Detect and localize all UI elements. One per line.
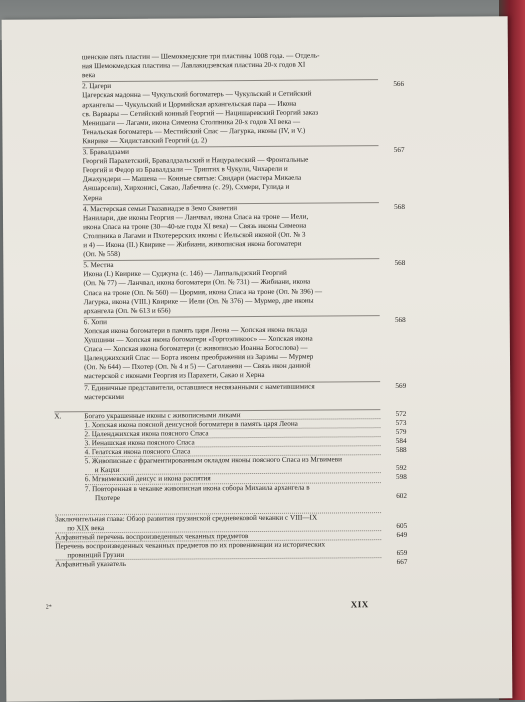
toc-text-line: Нанилари, две иконы Георгия — Ланчвал, икона Спаса на троне — Иели,: [82, 212, 309, 222]
toc-text-line: Хушшини — Хопская икона богоматери «Горгоэпикоос» — Хопская икона: [83, 334, 313, 345]
toc-entry-line: 1. Хопская икона поясной деисусной богоматери в память царя Леона: [84, 419, 298, 430]
toc-text-line: ная Шемокмедская пластина — Лавлакидзевская пластина 20-х годов XI: [81, 60, 306, 71]
toc-text-line: Лагурка, икона (VIII.) Квирике — Иели (Оп. № 376) — Мурмер, две иконы: [83, 296, 314, 306]
chapter-title: Богато украшенные иконы с живописными ликами: [84, 410, 241, 420]
book-page: [2, 16, 513, 702]
toc-text-line: Спаса на троне (Оп. № 560) — Цюрмия, икона Спаса на троне (Оп. № 396) —: [83, 287, 323, 297]
toc-entry-line: 4. Гелатская икона поясного Спаса: [84, 447, 191, 457]
toc-entry-line: Перечень воспроизведенных чеканных предметов по их провениенции из исторических: [55, 540, 326, 551]
toc-section-heading: 2. Цагери: [82, 82, 112, 91]
toc-text-line: Столпника в Лагами и Пхотерерских иконы с Иельской иконой (Оп. № 3: [83, 230, 306, 241]
toc-page-number: 649: [396, 530, 408, 539]
toc-text-line: архангелы — Чукульский и Цормийская архангельская пара — Икона: [82, 99, 297, 109]
toc-page-number: 605: [396, 521, 408, 530]
toc-entry-line: провинций Грузии: [67, 551, 125, 560]
toc-entry-line: 2. Цаленджихская икона поясного Спаса: [84, 429, 209, 439]
toc-text-line: Квирике — Хидиставский Георгий (д. 2): [82, 136, 207, 146]
toc-page-number: 573: [395, 418, 407, 427]
toc-text-line: Хопская икона богоматери в память царя Леона — Хопская икона вкладa: [83, 325, 308, 336]
toc-entry-line: 7. Повторенная в чеканке живописная икона собора Михаила архангела в: [84, 483, 310, 493]
toc-text-line: (Оп. № 77) — Ланчвал, икона богоматери (Оп. № 731) — Жибиани, икона: [83, 278, 311, 288]
toc-text-line: века: [81, 71, 96, 80]
toc-section-heading: 6. Хопи: [83, 317, 107, 327]
toc-text-line: Спаса — Хопская икона богоматери (с живописью Иоанна Богослова) —: [83, 343, 308, 354]
toc-entry-line: и Кацхи: [94, 466, 120, 475]
toc-page-number: 584: [395, 436, 407, 446]
toc-page-number: 602: [396, 491, 407, 500]
toc-page-number: 659: [396, 549, 408, 558]
toc-entry-line: Алфавитный перечень воспроизведенных чеканных предметов: [55, 531, 249, 542]
toc-text-line: Цагерская мадонна — Чукульский богоматерь — Чукульский и Сетийский: [82, 90, 312, 100]
toc-text-line: св. Варвары — Сетийский конный Георгий — Нацишаревский Георгий заказ: [82, 108, 319, 118]
toc-text-line: мастерской с иконами Георгия из Парахети, Сакао и Херна: [84, 371, 265, 381]
toc-page-number: 568: [394, 202, 405, 211]
toc-text-line: (Оп. № 558): [83, 250, 121, 259]
toc-section-heading: 4. Мастерская семьи Гвазавиадзе в Земо Сванетии: [82, 203, 238, 213]
chapter-label: X.: [54, 412, 62, 421]
toc-page-number: 579: [395, 427, 407, 436]
toc-entry-line: Пхотере: [94, 493, 121, 502]
toc-section-heading: 7. Единичные представители, оставшиеся несвязанными с наметившимися: [84, 382, 315, 392]
toc-page-number: 592: [395, 464, 407, 473]
signature-mark: 2*: [45, 604, 52, 611]
toc-text-line: икона Спаса на троне (30—40-ые годы XI века) — Связь иконы Симеона: [83, 221, 307, 232]
toc-page-number: 572: [395, 409, 407, 418]
toc-section-heading: 3. Бравалдзами: [82, 147, 130, 157]
toc-page-number: 598: [396, 473, 407, 482]
toc-text-line: архангела (Оп. № 613 и 656): [83, 306, 171, 315]
toc-text-line: Херна: [82, 193, 102, 202]
toc-entry-line: 6. Мгвимевский деисус и икона распятия: [84, 474, 211, 484]
toc-text-line: (Оп. № 644) — Пхотер (Оп. № 4 и 5) — Саголаневи — Связь икон данной: [84, 361, 311, 372]
toc-page-number: 568: [394, 315, 406, 324]
toc-text-line: Аншарсели), Хирхонисі, Сакао, Лабечина (с. 29), Схмери, Гулида и: [82, 183, 290, 193]
toc-entry-line: Алфавитный указатель: [55, 560, 126, 569]
toc-text-line: Тенальская богоматерь — Местийский Спас — Лагурка, иконы (IV, и V.): [82, 126, 306, 137]
page-number-roman: XIX: [350, 599, 369, 610]
toc-text-line: Георгий и Федор из Бравалдзали — Триптих в Чукули, Чихарели и: [82, 164, 288, 175]
toc-section-heading: 5. Местиа: [83, 261, 114, 270]
toc-text-line: и 4) — Икона (II.) Квирике — Жибиани, живописная икона богоматери: [83, 239, 302, 250]
toc-text-line: шенские пять пластин — Шемокмедские три пластины 1008 года. — Отдель-: [81, 51, 320, 62]
toc-page-number: 568: [394, 259, 406, 268]
toc-entry-line: по XIX века: [67, 523, 105, 533]
toc-page-number: 566: [393, 80, 405, 89]
toc-text-line: Цаленджихский Спас — Борта иконы преображения из Зарзмы — Мурмер: [83, 352, 314, 363]
toc-page-number: 588: [395, 446, 407, 455]
toc-entry-line: Заключительная глава: Обзор развития грузинской средневековой чеканки с VIII—IX: [55, 513, 318, 524]
toc-text-line: мастерскими: [84, 392, 125, 401]
toc-entry-line: 5. Живописные с фрагментированным окладом иконы поясного Спаса из Мгвимеви: [84, 455, 342, 466]
toc-text-line: Георгий Парахетский, Бравалдзальский и Нацуралеский — Фронтальные: [82, 155, 309, 166]
toc-entry-line: 3. Иенашская икона поясного Спаса: [84, 438, 195, 448]
toc-text-line: Менишаги — Лагами, икона Симеона Столпника 20-х годов XI века —: [82, 117, 301, 127]
toc-page-number: 667: [396, 558, 408, 567]
toc-page-number: 567: [393, 145, 405, 155]
toc-page-number: 569: [395, 381, 407, 390]
toc-text-line: Икона (I.) Квирике — Суджуна (с. 146) — Лаппальдзский Георгий: [83, 269, 287, 279]
toc-text-line: Джахундери — Машена — Конные святые: Свидари (мастера Микаела: [82, 173, 302, 184]
